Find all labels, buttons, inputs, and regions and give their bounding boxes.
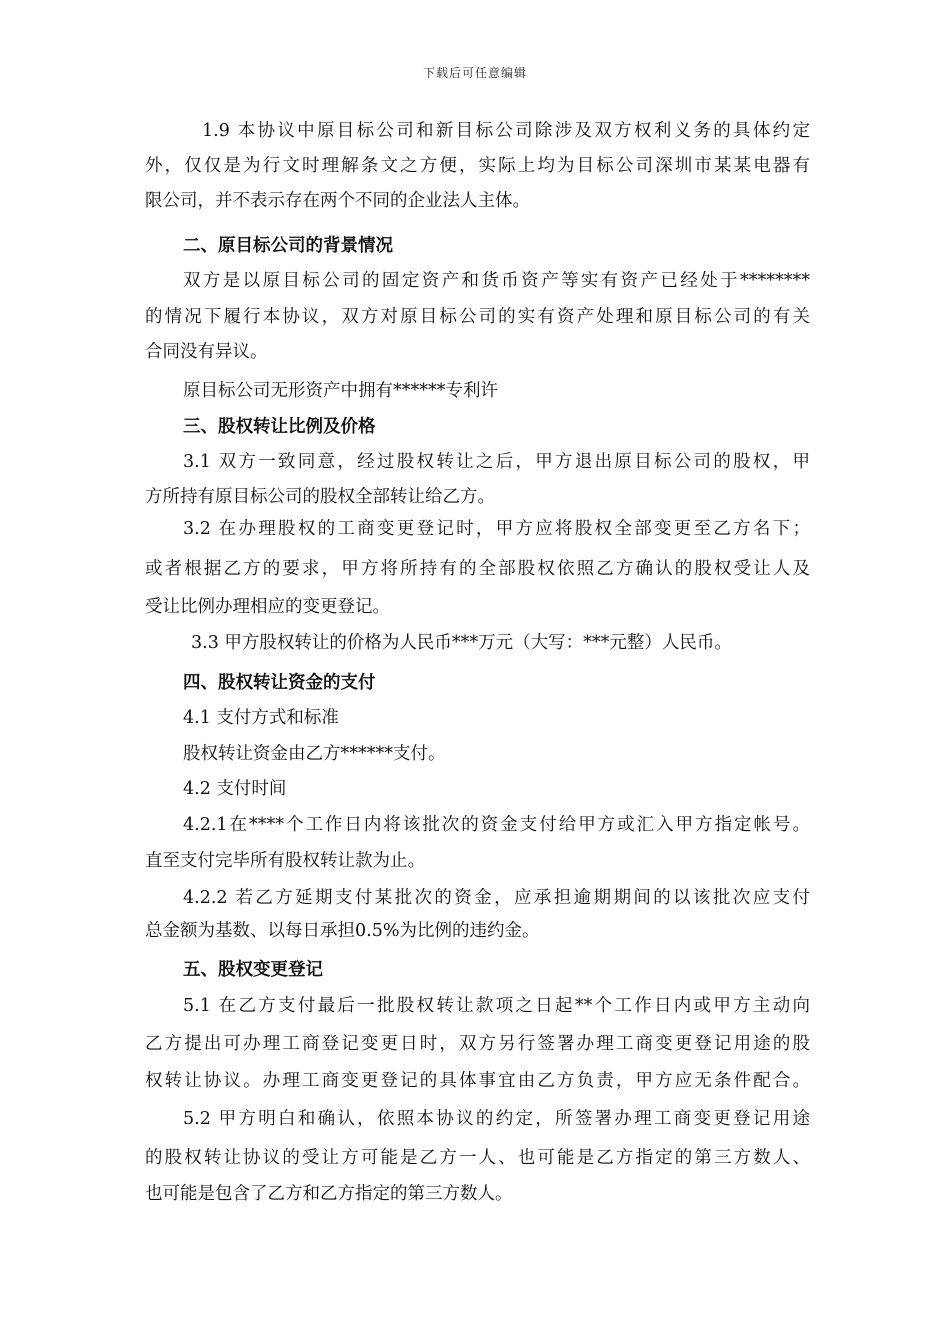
- section-heading: 五、股权变更登记: [183, 960, 323, 980]
- text-line: 股权转让资金由乙方******支付。: [183, 744, 446, 764]
- text-line: 双方是以原目标公司的固定资产和货币资产等实有资产已经处于********: [183, 271, 810, 291]
- text-line: 总金额为基数、以每日承担0.5%为比例的违约金。: [145, 921, 540, 941]
- text-line: 限公司，并不表示存在两个不同的企业法人主体。: [145, 191, 530, 211]
- text-line: 4.2.1在****个工作日内将该批次的资金支付给甲方或汇入甲方指定帐号。: [183, 815, 810, 835]
- text-line: 5.2 甲方明白和确认，依照本协议的约定，所签署办理工商变更登记用途: [183, 1109, 810, 1129]
- text-line: 5.1 在乙方支付最后一批股权转让款项之日起**个工作日内或甲方主动向: [183, 996, 810, 1016]
- text-line: 受让比例办理相应的变更登记。: [145, 597, 390, 617]
- text-line: 外，仅仅是为行文时理解条文之方便，实际上均为目标公司深圳市某某电器有: [145, 156, 810, 176]
- text-line: 直至支付完毕所有股权转让款为止。: [145, 851, 425, 871]
- text-line: 原目标公司无形资产中拥有******专利许: [183, 381, 498, 401]
- text-line: 乙方提出可办理工商登记变更日时，双方另行签署办理工商变更登记用途的股: [145, 1034, 810, 1054]
- text-line: 方所持有原目标公司的股权全部转让给乙方。: [145, 487, 495, 507]
- text-line: 合同没有异议。: [145, 342, 268, 362]
- text-line: 4.2.2 若乙方延期支付某批次的资金，应承担逾期期间的以该批次应支付: [183, 888, 810, 908]
- section-heading: 四、股权转让资金的支付: [183, 673, 376, 693]
- text-line: 1.9 本协议中原目标公司和新目标公司除涉及双方权利义务的具体约定: [202, 121, 810, 141]
- page-header: 下载后可任意编辑: [422, 66, 527, 80]
- text-line: 3.3 甲方股权转让的价格为人民币***万元（大写：***元整）人民币。: [191, 633, 732, 653]
- text-line: 4.1 支付方式和标准: [183, 708, 339, 728]
- section-heading: 二、原目标公司的背景情况: [183, 236, 393, 256]
- text-line: 3.1 双方一致同意，经过股权转让之后，甲方退出原目标公司的股权，甲: [183, 452, 810, 472]
- text-line: 或者根据乙方的要求，甲方将所持有的全部股权依照乙方确认的股权受让人及: [145, 559, 810, 579]
- text-line: 权转让协议。办理工商变更登记的具体事宜由乙方负责，甲方应无条件配合。: [145, 1071, 810, 1091]
- text-line: 3.2 在办理股权的工商变更登记时，甲方应将股权全部变更至乙方名下；: [183, 519, 810, 539]
- text-line: 4.2 支付时间: [183, 779, 287, 799]
- text-line: 也可能是包含了乙方和乙方指定的第三方数人。: [145, 1184, 513, 1204]
- text-line: 的情况下履行本协议，双方对原目标公司的实有资产处理和原目标公司的有关: [145, 307, 810, 327]
- section-heading: 三、股权转让比例及价格: [183, 417, 376, 437]
- text-line: 的股权转让协议的受让方可能是乙方一人、也可能是乙方指定的第三方数人、: [145, 1148, 810, 1168]
